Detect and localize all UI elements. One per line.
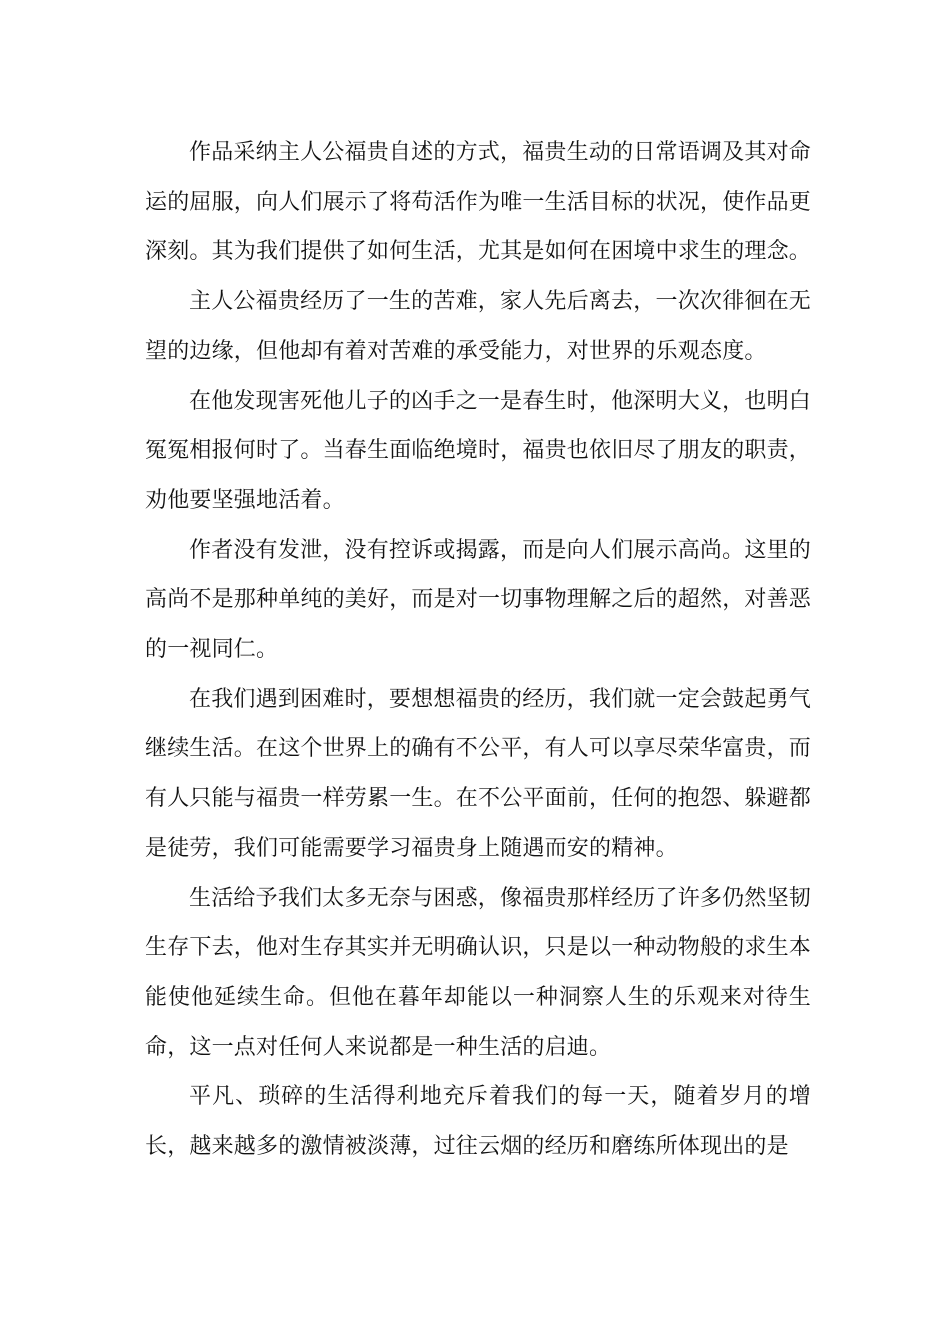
- paragraph-5: 在我们遇到困难时，要想想福贵的经历，我们就一定会鼓起勇气继续生活。在这个世界上的确有不公平，有人可以享尽荣华富贵，而有人只能与福贵一样劳累一生。在不公平面前，任何的抱怨、躲避都是徒劳，我们可能需要学习福贵身上随遇而安的精神。: [145, 686, 812, 861]
- document-body: [145, 128, 811, 1172]
- paragraph-3: 在他发现害死他儿子的凶手之一是春生时，他深明大义，也明白冤冤相报何时了。当春生面临绝境时，福贵也依旧尽了朋友的职责，劝他要坚强地活着。: [145, 388, 812, 513]
- paragraph-4: 作者没有发泄，没有控诉或揭露，而是向人们展示高尚。这里的高尚不是那种单纯的美好，而是对一切事物理解之后的超然，对善恶的一视同仁。: [145, 537, 812, 663]
- paragraph-2: 主人公福贵经历了一生的苦难，家人先后离去，一次次徘徊在无望的边缘，但他却有着对苦难的承受能力，对世界的乐观态度。: [145, 289, 811, 364]
- paragraph-6: 生活给予我们太多无奈与困惑，像福贵那样经历了许多仍然坚韧生存下去，他对生存其实并无明确认识，只是以一种动物般的求生本能使他延续生命。但他在暮年却能以一种洞察人生的乐观来对待生命，这一点对任何人来说都是一种生活的启迪。: [145, 885, 812, 1060]
- paragraph-7: 平凡、琐碎的生活得利地充斥着我们的每一天，随着岁月的增长，越来越多的激情被淡薄，过往云烟的经历和磨练所体现出的是: [145, 1084, 811, 1160]
- paragraph-1: 作品采纳主人公福贵自述的方式，福贵生动的日常语调及其对命运的屈服，向人们展示了将苟活作为唯一生活目标的状况，使作品更深刻。其为我们提供了如何生活，尤其是如何在困境中求生的理念。: [145, 140, 812, 265]
